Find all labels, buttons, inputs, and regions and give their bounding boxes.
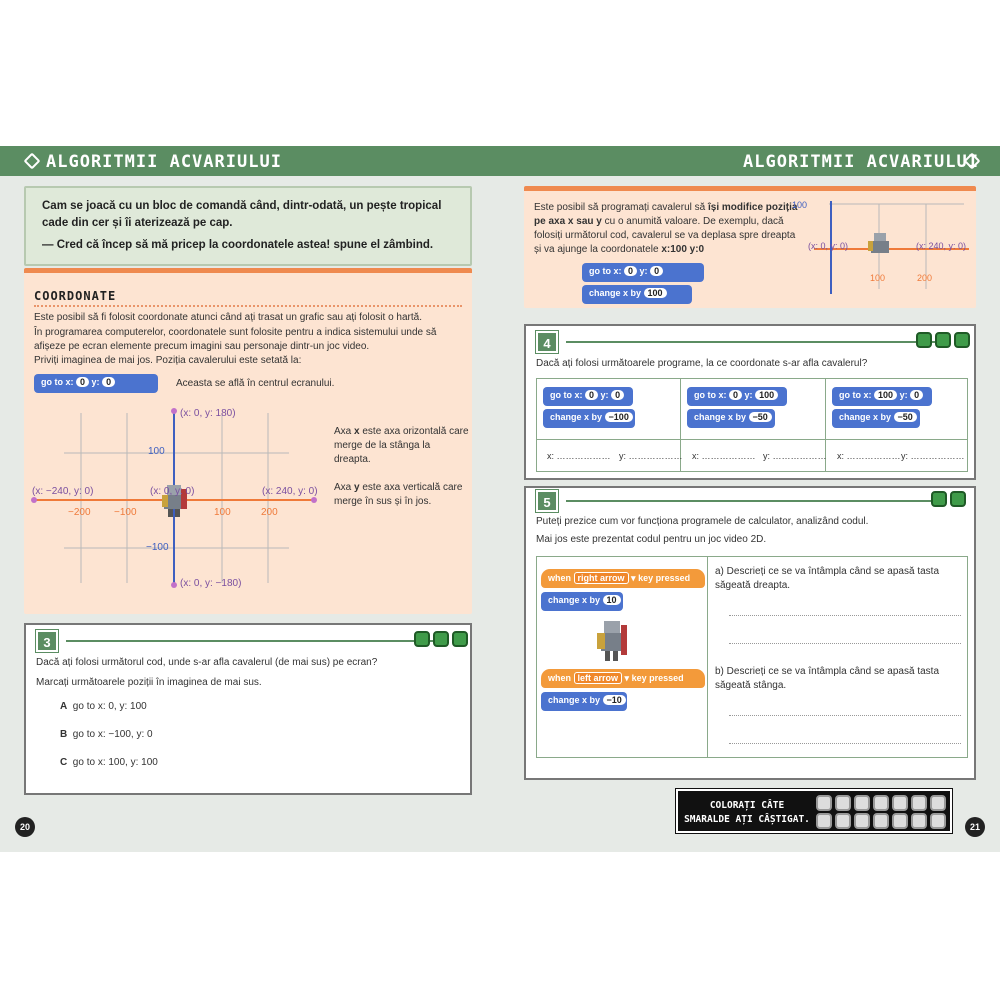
empty-emerald-icon[interactable] <box>930 813 946 829</box>
empty-emerald-icon[interactable] <box>816 813 832 829</box>
intro-box <box>524 186 976 308</box>
question-b: b) Descrieți ce se va întâmpla când se apasă tasta săgeată stânga. <box>715 666 940 691</box>
story-text-1: Cam se joacă cu un bloc de comandă când, dintr-odată, un pește tropical cade din cer și îi aterizează pe cap. <box>42 200 442 229</box>
tick-y-minus100: −100 <box>146 542 169 553</box>
tick-x-200: 200 <box>261 507 278 518</box>
empty-emerald-icon[interactable] <box>911 795 927 811</box>
empty-emerald-icon[interactable] <box>835 795 851 811</box>
emerald-icon <box>433 631 449 647</box>
emerald-icon <box>954 332 970 348</box>
emerald-tracker <box>676 789 952 833</box>
change-x-block: change x by −10 <box>541 692 627 711</box>
go-to-block: go to x: 0 y: 0 <box>34 374 158 393</box>
empty-emerald-icon[interactable] <box>854 813 870 829</box>
question-text: Dacă ați folosi următorul cod, unde s-ar afla cavalerul (de mai sus) pe ecran? <box>36 657 378 668</box>
label-left: (x: −240, y: 0) <box>32 486 94 497</box>
change-x-block: change x by 10 <box>541 592 623 611</box>
coord-text-3: Priviți imaginea de mai jos. Poziția cavalerului este setată la: <box>34 355 302 366</box>
y-axis-note: Axa y este axa verticală care merge în sus și în jos. <box>334 482 463 507</box>
empty-emerald-icon[interactable] <box>873 795 889 811</box>
change-x-block: change x by 100 <box>582 285 692 304</box>
instruction-text: Marcați următoarele poziții în imaginea de mai sus. <box>36 677 262 688</box>
empty-emerald-icon[interactable] <box>854 795 870 811</box>
mini-tick-x200: 200 <box>917 273 933 283</box>
page-number-right: 21 <box>965 817 985 837</box>
coord-text-1: Este posibil să fi folosit coordonate atunci când ați trasat un grafic sau ați folosit o hartă. <box>34 312 422 323</box>
change-x-block: change x by −100 <box>543 409 635 428</box>
label-right: (x: 240, y: 0) <box>262 486 318 497</box>
hexagon-icon <box>24 153 41 170</box>
tick-x-100: 100 <box>214 507 231 518</box>
go-to-block: go to x: 0 y: 0 <box>582 263 704 282</box>
header-right <box>500 146 1000 176</box>
exercise-number: 3 <box>36 630 58 652</box>
answer-line[interactable] <box>729 715 961 716</box>
go-to-block: go to x: 100 y: 0 <box>832 387 932 406</box>
emerald-icons <box>931 491 966 507</box>
when-right-arrow-block: when right arrow ▾ key pressed <box>541 569 705 588</box>
instruction-text: Mai jos este prezentat codul pentru un joc video 2D. <box>536 534 767 545</box>
empty-emerald-icon[interactable] <box>892 795 908 811</box>
emerald-icon <box>950 491 966 507</box>
answer-y-field[interactable]: y: ……………… <box>763 451 827 461</box>
mini-tick-x100: 100 <box>870 273 886 283</box>
emerald-icons <box>414 631 468 647</box>
header-title-left: ALGORITMII ACVARIULUI <box>46 152 282 172</box>
change-x-block: change x by −50 <box>687 409 775 428</box>
coord-text-2: În programarea computerelor, coordonatele sunt folosite pentru a indica sistemului unde să afișeze pe ecran elemente precum imagini sau personaje dintr-un joc video. <box>34 327 437 352</box>
story-box <box>24 186 472 266</box>
option-c: C go to x: 100, y: 100 <box>60 757 158 768</box>
empty-emerald-icon[interactable] <box>816 795 832 811</box>
emerald-icons <box>916 332 970 348</box>
page-number-left: 20 <box>15 817 35 837</box>
answer-table <box>536 378 968 472</box>
empty-emerald-icon[interactable] <box>835 813 851 829</box>
exercise-number: 5 <box>536 490 558 512</box>
tick-y-100: 100 <box>148 446 165 457</box>
label-center: (x: 0, y: 0) <box>150 486 195 497</box>
emerald-slots <box>816 795 946 829</box>
answer-line[interactable] <box>729 643 961 644</box>
mini-label-right: (x: 240, y: 0) <box>916 241 967 251</box>
emerald-icon <box>935 332 951 348</box>
empty-emerald-icon[interactable] <box>873 813 889 829</box>
question-text: Dacă ați folosi următoarele programe, la ce coordonate s-ar afla cavalerul? <box>536 358 868 369</box>
when-left-arrow-block: when left arrow ▾ key pressed <box>541 669 705 688</box>
tick-x-minus100: −100 <box>114 507 137 518</box>
emerald-icon <box>916 332 932 348</box>
answer-y-field[interactable]: y: ……………… <box>619 451 683 461</box>
go-to-block: go to x: 0 y: 0 <box>543 387 633 406</box>
empty-emerald-icon[interactable] <box>911 813 927 829</box>
dotted-divider <box>34 305 462 307</box>
change-x-block: change x by −50 <box>832 409 920 428</box>
option-a: A go to x: 0, y: 100 <box>60 701 147 712</box>
go-to-block: go to x: 0 y: 100 <box>687 387 787 406</box>
x-axis-note: Axa x este axa orizontală care merge de la stânga la dreapta. <box>334 426 469 465</box>
exercise-3-card <box>24 623 472 795</box>
answer-line[interactable] <box>729 615 961 616</box>
answer-x-field[interactable]: x: ……………… <box>547 451 611 461</box>
code-panel <box>536 556 968 758</box>
coordinates-section <box>24 268 472 614</box>
section-title: COORDONATE <box>34 289 117 303</box>
answer-y-field[interactable]: y: ……………… <box>901 451 965 461</box>
intro-text: Este posibil să programați cavalerul să își modifice poziția pe axa x sau y cu o anumită valoare. De exemplu, dacă folosiți următorul cod, cavalerul se va deplasa spre dreapta și va ajunge la coordonatele x:100 y:0 <box>534 202 798 255</box>
header-left <box>0 146 500 176</box>
header-title-right: ALGORITMII ACVARIULUI <box>743 152 979 172</box>
answer-x-field[interactable]: x: ……………… <box>837 451 901 461</box>
exercise-4-card <box>524 324 976 480</box>
emerald-icon <box>414 631 430 647</box>
story-text-2: — Cred că încep să mă pricep la coordonatele astea! spune el zâmbind. <box>42 239 434 251</box>
question-a: a) Descrieți ce se va întâmpla când se apasă tasta săgeată dreapta. <box>715 566 940 591</box>
empty-emerald-icon[interactable] <box>930 795 946 811</box>
answer-x-field[interactable]: x: ……………… <box>692 451 756 461</box>
exercise-5-card <box>524 486 976 780</box>
answer-line[interactable] <box>729 743 961 744</box>
knight-sprite <box>589 617 639 665</box>
exercise-number: 4 <box>536 331 558 353</box>
center-note: Aceasta se află în centrul ecranului. <box>176 378 335 389</box>
question-text: Puteți prezice cum vor funcționa programele de calculator, analizând codul. <box>536 516 869 527</box>
mini-tick-100: 100 <box>792 200 808 210</box>
label-top: (x: 0, y: 180) <box>180 408 236 419</box>
mini-label-left: (x: 0, y: 0) <box>808 241 849 251</box>
emerald-icon <box>931 491 947 507</box>
knight-sprite <box>868 233 889 253</box>
label-bottom: (x: 0, y: −180) <box>180 578 242 589</box>
option-b: B go to x: −100, y: 0 <box>60 729 153 740</box>
emerald-icon <box>452 631 468 647</box>
tracker-text: COLORAȚI CÂTE SMARALDE AȚI CÂȘTIGAT. <box>684 800 810 825</box>
empty-emerald-icon[interactable] <box>892 813 908 829</box>
tick-x-minus200: −200 <box>68 507 91 518</box>
